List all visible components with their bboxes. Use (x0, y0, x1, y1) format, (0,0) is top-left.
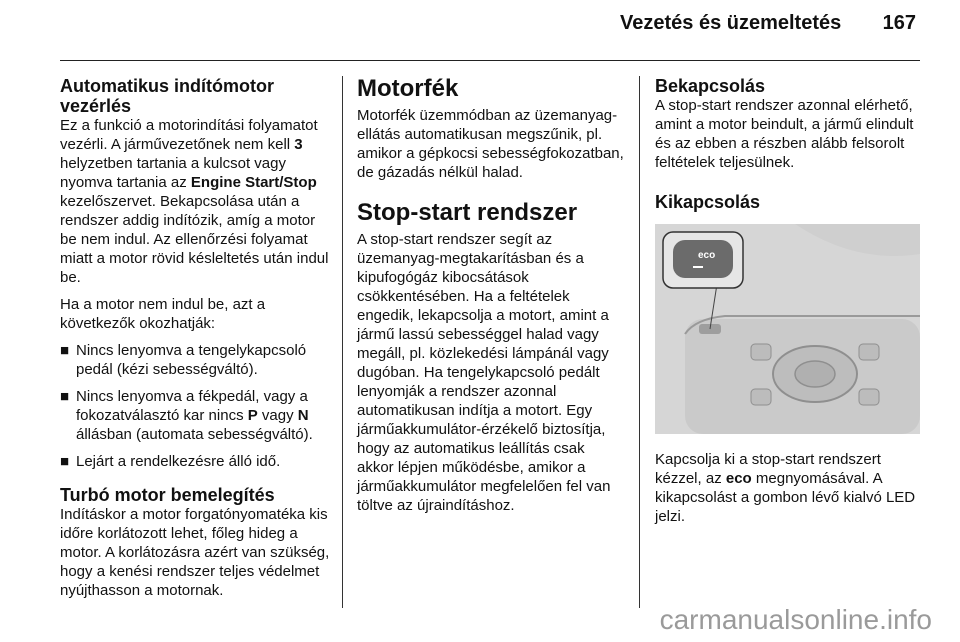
bullet-icon: ■ (60, 388, 70, 405)
bullet-icon: ■ (60, 342, 70, 359)
paragraph: Motorfék üzemmódban az üzemanyag-ellátás automatikusan megszűnik, pl. amikor a gépkocsi sebességfokozatban, de gázadás nélkül halad. (357, 107, 624, 181)
paragraph: A stop-start rendszer segít az üzemanyag-megtakarításban és a kipufogógáz kibocsátások csökkentésében. Ha a feltételek engedik, lekapcsolja a motort, amint a jármű lassú sebességgel halad vagy megáll, pl. közlekedési lámpánál vagy dugóban. Ha tengelykapcsoló pedált lenyomják a rendszer azonnal automatikusan indítja a motort. Egy járműakkumulátor-érzékelő biztosítja, hogy az automatikus leállítás csak akkor lépjen működésbe, amikor a járműakkumulátor megfelelően fel van töltve az újraindításhoz. (357, 231, 611, 514)
paragraph: Kapcsolja ki a stop-start rendszert kézzel, az eco megnyomásával. A kikapcsolást a gombon lévő kialvó LED jelzi. (655, 451, 916, 525)
section-heading: Motorfék (357, 75, 459, 102)
column-right (655, 76, 923, 534)
eco-button-label: eco (698, 250, 716, 261)
paragraph: Ez a funkció a motorindítási folyamatot vezérli. A járművezetőnek nem kell 3 helyzetben tartania a kulcsot vagy nyomva tartania az Engine Start/Stop kezelőszervet. Bekapcsolása után a rendszer addig indítózik, amíg a motor be nem indul. Az ellenőrzési folyamat miatt a motor rövid késleltetés után indul be. (60, 117, 329, 286)
running-header-title: Vezetés és üzemeltetés (620, 12, 842, 34)
list-item: ■ Nincs lenyomva a fékpedál, vagy a fokozatválasztó kar nincs P vagy N állásban (automata sebességváltó). (60, 388, 313, 443)
watermark-text: carmanualsonline.info (659, 604, 932, 635)
column-middle (357, 76, 625, 523)
paragraph: A stop-start rendszer azonnal elérhető, amint a motor beindult, a jármű elindult és az ebben a részben alább felsorolt feltételek teljesülnek. (655, 97, 914, 171)
page-number: 167 (882, 12, 916, 34)
list-item: ■ Lejárt a rendelkezésre álló idő. (60, 453, 281, 470)
bullet-icon: ■ (60, 453, 70, 470)
dashboard-figure (655, 224, 920, 434)
section-heading: Stop-start rendszer (357, 199, 578, 226)
header-rule (60, 60, 920, 61)
column-divider (639, 76, 640, 608)
paragraph: Ha a motor nem indul be, azt a következők okozhatják: (60, 296, 266, 332)
section-heading: Turbó motor bemelegítés (60, 485, 275, 505)
list-item: ■ Nincs lenyomva a tengelykapcsoló pedál (kézi sebességváltó). (60, 342, 307, 378)
section-heading: Automatikus indítómotor vezérlés (60, 76, 274, 116)
center-console-illustration (655, 224, 920, 434)
column-divider (342, 76, 343, 608)
section-heading: Kikapcsolás (655, 192, 761, 212)
column-left (60, 76, 332, 608)
paragraph: Indításkor a motor forgatónyomatéka kis időre korlátozott lehet, főleg hideg a motor. A korlátozásra azért van szükség, hogy a kenési rendszer teljes védelmet nyújthasson a motornak. (60, 506, 330, 599)
section-heading: Bekapcsolás (655, 76, 766, 96)
